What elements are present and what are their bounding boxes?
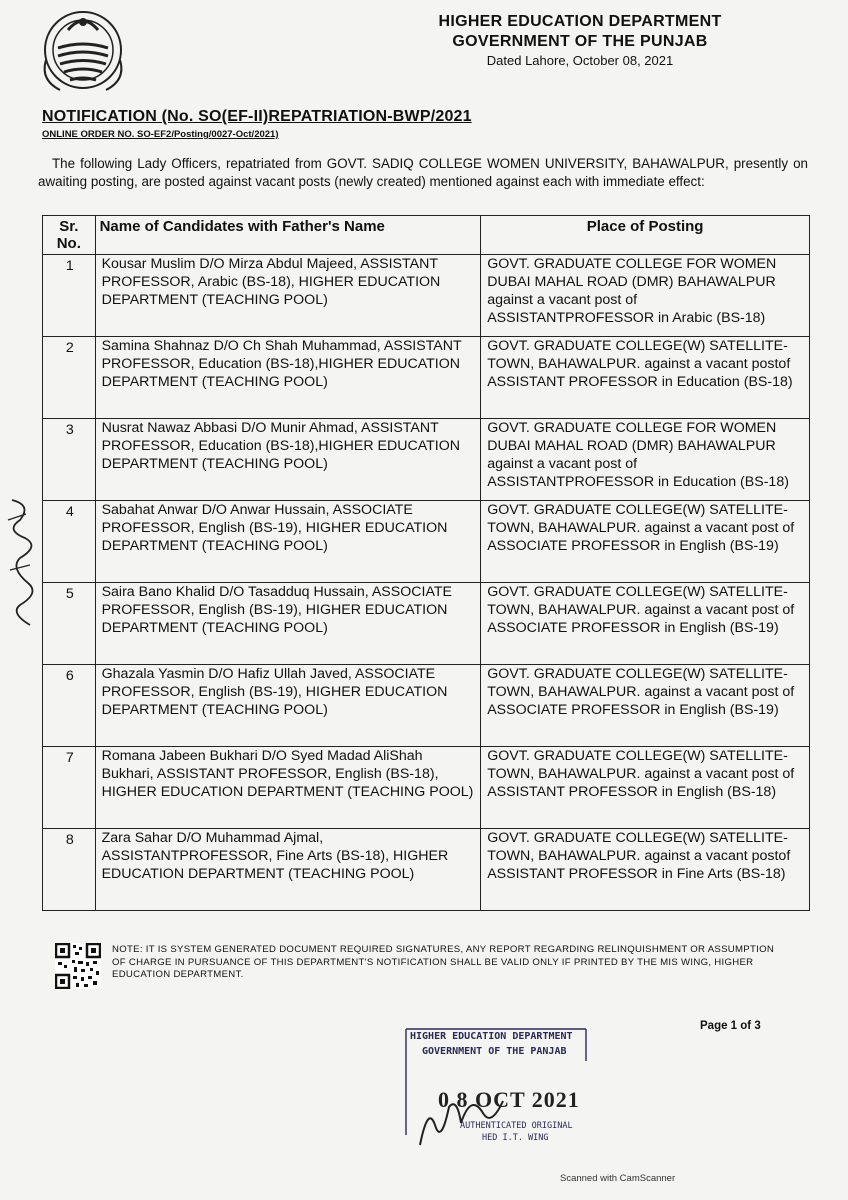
table-row <box>43 501 810 583</box>
row-posting: GOVT. GRADUATE COLLEGE FOR WOMEN DUBAI MAHAL ROAD (DMR) BAHAWALPUR against a vacant post of ASSISTANTPROFESSOR in Arabic (BS-18) <box>481 255 810 337</box>
row-sr: 2 <box>43 337 96 419</box>
postings-table <box>42 215 810 911</box>
intro-paragraph: The following Lady Officers, repatriated from GOVT. SADIQ COLLEGE WOMEN UNIVERSITY, BAHAWALPUR, presently on awaiting posting, are posted against vacant posts (newly created) mentioned against each with immediate effect: <box>38 156 808 189</box>
table-row <box>43 419 810 501</box>
table-row <box>43 583 810 665</box>
row-sr: 4 <box>43 501 96 583</box>
department-name: HIGHER EDUCATION DEPARTMENT <box>438 13 722 30</box>
row-sr: 6 <box>43 665 96 747</box>
row-posting: GOVT. GRADUATE COLLEGE(W) SATELLITE-TOWN, BAHAWALPUR. against a vacant postof ASSISTANT PROFESSOR in Fine Arts (BS-18) <box>481 829 810 911</box>
system-note: NOTE: IT IS SYSTEM GENERATED DOCUMENT REQUIRED SIGNATURES, ANY REPORT REGARDING RELINQUISHMENT OR ASSUMPTION OF CHARGE IN PURSUANCE OF THIS DEPARTMENT'S NOTIFICATION SHALL BE VALID ONLY IF PRINTED BY THE MIS WING, HIGHER EDUCATION DEPARTMENT. <box>112 944 775 980</box>
row-candidate: Romana Jabeen Bukhari D/O Syed Madad AliShah Bukhari, ASSISTANT PROFESSOR, English (BS-18), HIGHER EDUCATION DEPARTMENT (TEACHING POOL) <box>95 747 481 829</box>
row-candidate: Sabahat Anwar D/O Anwar Hussain, ASSOCIATE PROFESSOR, English (BS-19), HIGHER EDUCATION DEPARTMENT (TEACHING POOL) <box>95 501 481 583</box>
table-row <box>43 665 810 747</box>
stamp-date: 0 8 OCT 2021 <box>438 1087 580 1112</box>
row-candidate: Kousar Muslim D/O Mirza Abdul Majeed, ASSISTANT PROFESSOR, Arabic (BS-18), HIGHER EDUCATION DEPARTMENT (TEACHING POOL) <box>95 255 481 337</box>
date-line: Dated Lahore, October 08, 2021 <box>486 53 674 68</box>
row-sr: 7 <box>43 747 96 829</box>
header-candidate-name: Name of Candidates with Father's Name <box>95 216 481 255</box>
row-posting: GOVT. GRADUATE COLLEGE(W) SATELLITE-TOWN, BAHAWALPUR. against a vacant post of ASSOCIATE PROFESSOR in English (BS-19) <box>481 501 810 583</box>
online-order-number: ONLINE ORDER NO. SO-EF2/Posting/0027-Oct/2021) <box>42 129 279 140</box>
row-sr: 8 <box>43 829 96 911</box>
header-sr-no: Sr. No. <box>43 216 96 255</box>
table-row <box>43 747 810 829</box>
margin-signature-icon <box>2 490 42 640</box>
row-posting: GOVT. GRADUATE COLLEGE(W) SATELLITE-TOWN, BAHAWALPUR. against a vacant post of ASSOCIATE PROFESSOR in English (BS-19) <box>481 583 810 665</box>
government-name: GOVERNMENT OF THE PUNJAB <box>452 33 708 50</box>
row-posting: GOVT. GRADUATE COLLEGE(W) SATELLITE-TOWN, BAHAWALPUR. against a vacant post of ASSOCIATE PROFESSOR in English (BS-19) <box>481 665 810 747</box>
qr-code-icon <box>55 943 101 989</box>
row-posting: GOVT. GRADUATE COLLEGE FOR WOMEN DUBAI MAHAL ROAD (DMR) BAHAWALPUR against a vacant post of ASSISTANTPROFESSOR in Education (BS-18) <box>481 419 810 501</box>
table-row <box>43 255 810 337</box>
row-posting: GOVT. GRADUATE COLLEGE(W) SATELLITE-TOWN, BAHAWALPUR. against a vacant post of ASSISTANT PROFESSOR in English (BS-18) <box>481 747 810 829</box>
row-sr: 5 <box>43 583 96 665</box>
row-candidate: Nusrat Nawaz Abbasi D/O Munir Ahmad, ASSISTANT PROFESSOR, Education (BS-18),HIGHER EDUCATION DEPARTMENT (TEACHING POOL) <box>95 419 481 501</box>
notification-title: NOTIFICATION (No. SO(EF-II)REPATRIATION-BWP/2021 <box>42 108 472 125</box>
page-number: Page 1 of 3 <box>700 1020 761 1032</box>
row-sr: 1 <box>43 255 96 337</box>
scanner-footer: Scanned with CamScanner <box>560 1173 676 1184</box>
table-row <box>43 829 810 911</box>
punjab-emblem-icon <box>28 0 138 95</box>
letterhead <box>400 12 760 70</box>
stamp-line-3: AUTHENTICATED ORIGINAL <box>460 1121 573 1131</box>
row-candidate: Ghazala Yasmin D/O Hafiz Ullah Javed, ASSOCIATE PROFESSOR, English (BS-19), HIGHER EDUCATION DEPARTMENT (TEACHING POOL) <box>95 665 481 747</box>
row-candidate: Saira Bano Khalid D/O Tasadduq Hussain, ASSOCIATE PROFESSOR, English (BS-19), HIGHER EDUCATION DEPARTMENT (TEACHING POOL) <box>95 583 481 665</box>
row-candidate: Samina Shahnaz D/O Ch Shah Muhammad, ASSISTANT PROFESSOR, Education (BS-18),HIGHER EDUCATION DEPARTMENT (TEACHING POOL) <box>95 337 481 419</box>
table-row <box>43 337 810 419</box>
row-candidate: Zara Sahar D/O Muhammad Ajmal, ASSISTANTPROFESSOR, Fine Arts (BS-18), HIGHER EDUCATION DEPARTMENT (TEACHING POOL) <box>95 829 481 911</box>
stamp-line-2: GOVERNMENT OF THE PANJAB <box>422 1046 567 1057</box>
header-place-of-posting: Place of Posting <box>481 216 810 255</box>
table-header-row <box>43 216 810 255</box>
authentication-stamp <box>400 1025 600 1145</box>
stamp-line-4: HED I.T. WING <box>482 1133 549 1143</box>
row-sr: 3 <box>43 419 96 501</box>
row-posting: GOVT. GRADUATE COLLEGE(W) SATELLITE-TOWN, BAHAWALPUR. against a vacant postof ASSISTANT PROFESSOR in Education (BS-18) <box>481 337 810 419</box>
stamp-line-1: HIGHER EDUCATION DEPARTMENT <box>410 1031 573 1042</box>
